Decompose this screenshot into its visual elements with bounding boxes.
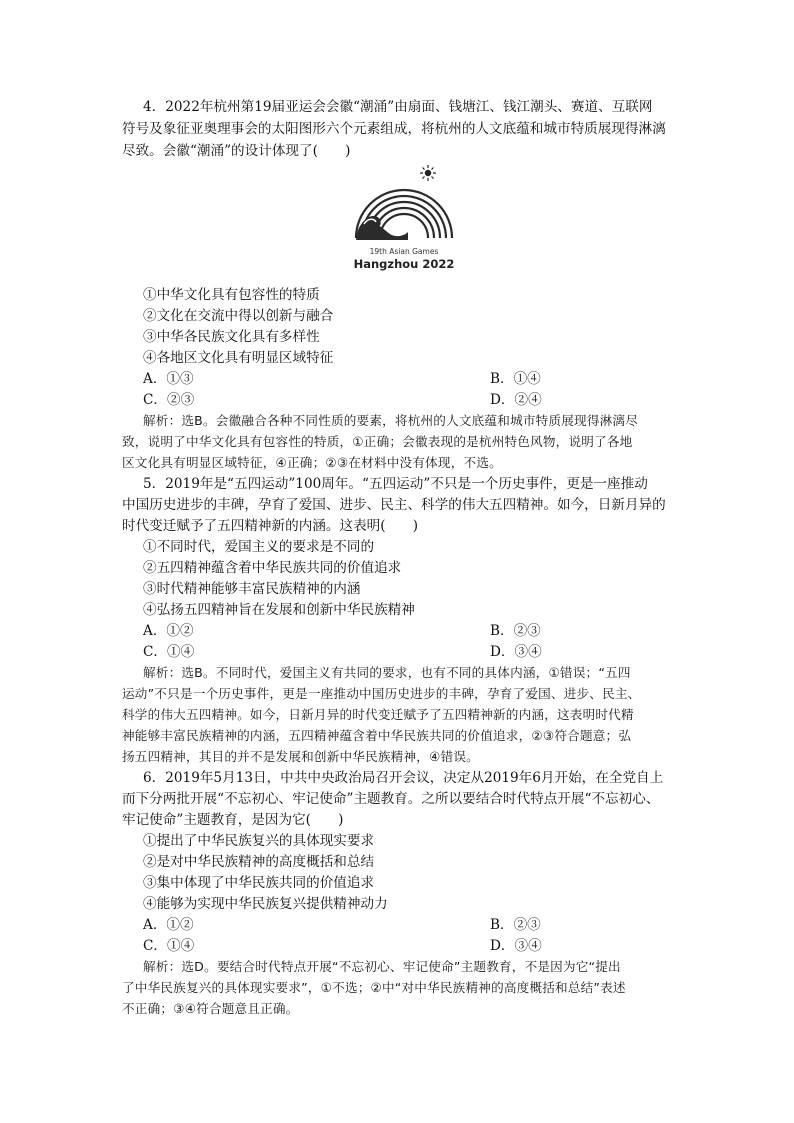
- q5-item-2: ②五四精神蕴含着中华民族共同的价值追求: [143, 560, 402, 576]
- sun-icon: [420, 165, 436, 181]
- q6-option-c: C．①④: [143, 938, 195, 954]
- q4-item-2: ②文化在交流中得以创新与融合: [143, 308, 334, 324]
- q4-stem-line-3: 尽致。会徽“潮涌”的设计体现了( ): [122, 143, 351, 159]
- q5-stem-line-1: 5．2019年是“五四运动”100周年。“五四运动”不只是一个历史事件，更是一座推动: [143, 476, 648, 492]
- q5-analysis-line-2: 运动”不只是一个历史事件，更是一座推动中国历史进步的丰碑，孕育了爱国、进步、民主、: [122, 686, 641, 701]
- q5-stem-line-3: 时代变迁赋予了五四精神新的内涵。这表明( ): [122, 518, 419, 534]
- q5-stem-line-2: 中国历史进步的丰碑，孕育了爱国、进步、民主、科学的伟大五四精神。如今，日新月异的: [122, 497, 666, 513]
- q4-option-b: B．①④: [490, 371, 541, 387]
- q6-option-d: D．③④: [490, 938, 542, 954]
- q5-option-a: A．①②: [143, 623, 194, 639]
- q5-item-3: ③时代精神能够丰富民族精神的内涵: [143, 581, 361, 597]
- q6-analysis-line-2: 了中华民族复兴的具体现实要求”，①不选；②中“对中华民族精神的高度概括和总结”表述: [122, 980, 626, 995]
- q5-item-4: ④弘扬五四精神旨在发展和创新中华民族精神: [143, 602, 415, 618]
- q4-option-c: C．②③: [143, 392, 195, 408]
- q6-item-2: ②是对中华民族精神的高度概括和总结: [143, 854, 375, 870]
- q5-item-1: ①不同时代，爱国主义的要求是不同的: [143, 539, 375, 555]
- q4-stem-line-2: 符号及象征亚奥理事会的太阳图形六个元素组成，将杭州的人文底蕴和城市特质展现得淋漓: [122, 121, 666, 137]
- q5-analysis-line-5: 扬五四精神，其目的并不是发展和创新中华民族精神，④错误。: [122, 749, 479, 764]
- q6-analysis-line-3: 不正确；③④符合题意且正确。: [122, 1001, 299, 1016]
- q6-option-a: A．①②: [143, 917, 194, 933]
- q6-stem-line-2: 而下分两批开展“不忘初心、牢记使命”主题教育。之所以要结合时代特点开展“不忘初心、: [122, 791, 660, 807]
- q6-item-4: ④能够为实现中华民族复兴提供精神动力: [143, 896, 388, 912]
- q5-option-c: C．①④: [143, 644, 195, 660]
- q4-analysis-line-3: 区文化具有明显区域特征，④正确；②③在材料中没有体现，不选。: [122, 455, 502, 470]
- q6-stem-line-3: 牢记使命”主题教育，是因为它( ): [122, 812, 344, 828]
- q4-option-a: A．①③: [143, 371, 194, 387]
- q4-item-3: ③中华各民族文化具有多样性: [143, 329, 320, 345]
- q4-item-4: ④各地区文化具有明显区域特征: [143, 350, 334, 366]
- q6-item-1: ①提出了中华民族复兴的具体现实要求: [143, 833, 375, 849]
- logo-text-line-1: 19th Asian Games: [369, 247, 439, 256]
- q4-item-1: ①中华文化具有包容性的特质: [143, 287, 320, 303]
- q5-analysis-line-1: 解析：选B。不同时代，爱国主义有共同的要求，也有不同的具体内涵，①错误；“五四: [143, 665, 631, 680]
- q6-analysis-line-1: 解析：选D。要结合时代特点开展“不忘初心、牢记使命”主题教育，不是因为它“提出: [143, 959, 621, 974]
- q4-option-d: D．②④: [490, 392, 542, 408]
- q5-option-b: B．②③: [490, 623, 541, 639]
- q4-stem-line-1: 4．2022年杭州第19届亚运会会徽“潮涌”由扇面、钱塘江、钱江潮头、赛道、互联网: [143, 99, 653, 115]
- asian-games-logo: [350, 164, 458, 276]
- q6-stem-line-1: 6．2019年5月13日，中共中央政治局召开会议，决定从2019年6月开始，在全党自上: [143, 770, 664, 786]
- hangzhou-logo-icon: [350, 164, 458, 276]
- q6-item-3: ③集中体现了中华民族共同的价值追求: [143, 875, 375, 891]
- q4-analysis-line-1: 解析：选B。会徽融合各种不同性质的要素，将杭州的人文底蕴和城市特质展现得淋漓尽: [143, 413, 639, 428]
- logo-text-line-2: Hangzhou 2022: [353, 257, 455, 271]
- q4-analysis-line-2: 致，说明了中华文化具有包容性的特质，①正确；会徽表现的是杭州特色风物，说明了各地: [122, 434, 633, 449]
- q5-analysis-line-3: 科学的伟大五四精神。如今，日新月异的时代变迁赋予了五四精神新的内涵，这表明时代精: [122, 707, 634, 722]
- q5-option-d: D．③④: [490, 644, 542, 660]
- q5-analysis-line-4: 神能够丰富民族精神的内涵，五四精神蕴含着中华民族共同的价值追求，②③符合题意；弘: [122, 728, 632, 743]
- q6-option-b: B．②③: [490, 917, 541, 933]
